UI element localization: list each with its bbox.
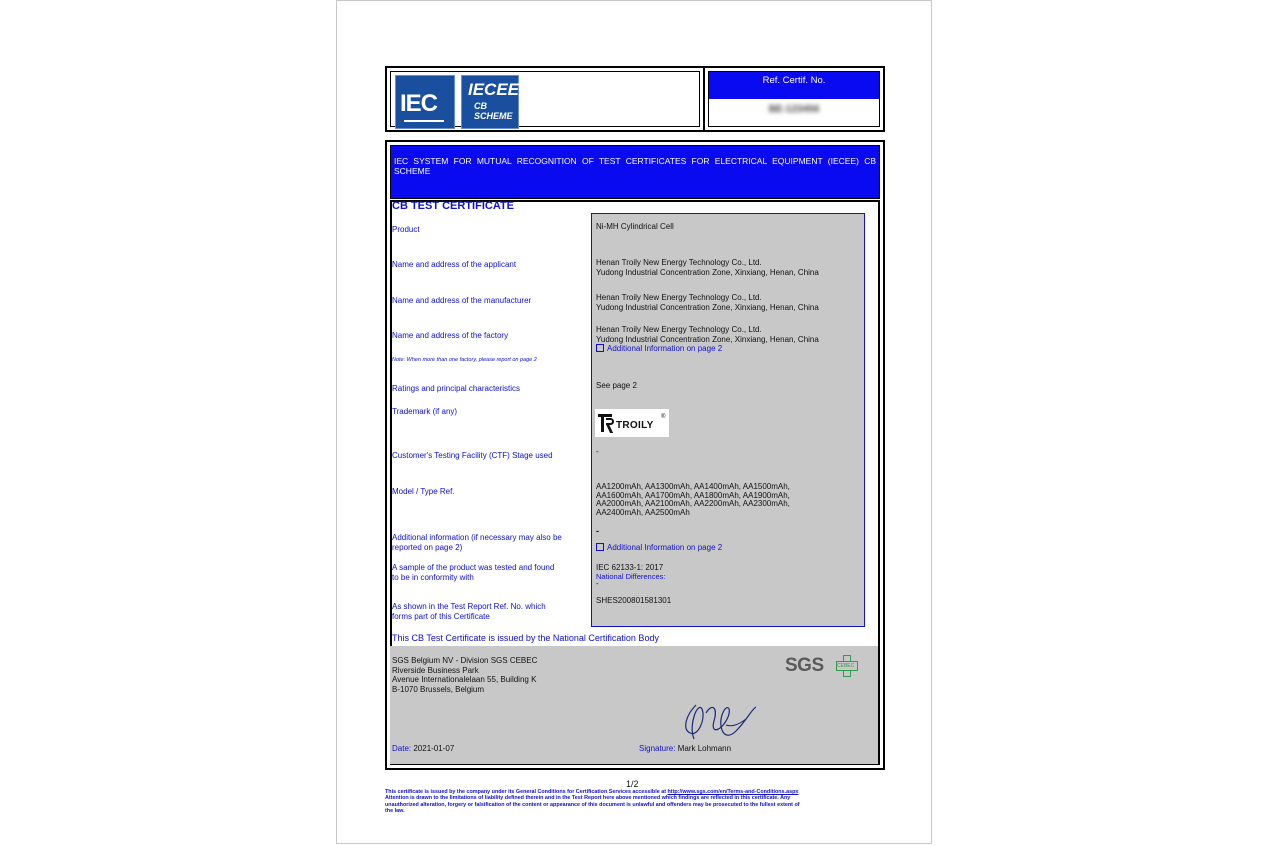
additional-info-link-2: Additional Information on page 2 (607, 543, 723, 552)
label-sample (392, 563, 554, 582)
label-sample-line2: to be in conformity with (392, 572, 474, 582)
certificate-title: CB TEST CERTIFICATE (392, 200, 515, 212)
label-report-line2: forms part of this Certificate (392, 611, 490, 621)
page-number: 1/2 (626, 779, 639, 789)
footer-line1-text: This certificate is issued by the company under its General Conditions for Certification Services accessible at (385, 789, 668, 795)
national-differences-label: National Differences: (596, 572, 666, 581)
additional-info-checkbox-1[interactable] (596, 344, 722, 354)
label-report-line1: As shown in the Test Report Ref. No. which (392, 602, 546, 611)
label-model: Model / Type Ref. (392, 487, 455, 496)
footer-line3: unauthorized alteration, forgery or falsification of the content or appearance of this document is unlawful and offenders may be prosecuted to the fullest extent of (385, 801, 800, 808)
value-applicant-address: Yudong Industrial Concentration Zone, Xinxiang, Henan, China (596, 267, 819, 277)
system-title-band (390, 145, 880, 199)
value-models-line: AA2400mAh, AA2500mAh (596, 507, 690, 517)
issued-by-statement: This CB Test Certificate is issued by the National Certification Body (392, 633, 659, 643)
troily-trademark-logo (595, 409, 669, 437)
value-ctf: - (596, 447, 599, 456)
label-sample-line1: A sample of the product was tested and found (392, 563, 555, 572)
label-manufacturer: Name and address of the manufacturer (392, 296, 532, 305)
system-title: IEC SYSTEM FOR MUTUAL RECOGNITION OF TEST CERTIFICATES FOR ELECTRICAL EQUIPMENT (IECEE) CB SCHEME (394, 156, 876, 176)
iecee-logo-text: IECEE (468, 80, 520, 99)
cebec-logo-text: CEBEC (837, 663, 855, 669)
label-product: Product (392, 225, 420, 234)
iecee-cb-scheme-logo (461, 75, 519, 129)
value-models-line: AA2000mAh, AA2100mAh, AA2200mAh, AA2300mAh, (596, 499, 790, 508)
label-factory: Name and address of the factory (392, 331, 509, 340)
ref-certif-number: BE-123456 (768, 104, 820, 115)
value-applicant (596, 258, 819, 277)
signature-field (639, 744, 731, 754)
value-manufacturer (596, 293, 819, 312)
ref-certif-label: Ref. Certif. No. (762, 75, 826, 86)
value-models-line: AA1600mAh, AA1700mAh, AA1800mAh, AA1900mAh, (596, 490, 790, 500)
label-note: Note: When more than one factory, please report on page 2 (392, 357, 537, 363)
ncb-address-line4: B-1070 Brussels, Belgium (392, 684, 485, 694)
date-value: 2021-01-07 (413, 744, 455, 753)
value-report-number: SHES200801581301 (596, 596, 672, 605)
iec-logo (395, 75, 455, 129)
iecee-logo-sub (474, 101, 513, 121)
label-ratings: Ratings and principal characteristics (392, 384, 521, 393)
label-report (392, 602, 546, 621)
value-additional: - (596, 526, 599, 536)
additional-info-checkbox-2[interactable] (596, 543, 722, 553)
signature-name: Mark Lohmann (677, 744, 732, 753)
footer-line4: the law. (385, 808, 405, 815)
ncb-address-line1: SGS Belgium NV - Division SGS CEBEC (392, 656, 538, 665)
sgs-logo: SGS (785, 655, 824, 676)
footer-line2: Attention is drawn to the limitations of liability defined therein and in the Test Report here above mentioned which findings are reflected in this certificate. Any (385, 795, 791, 802)
signature-label: Signature: (639, 744, 676, 753)
checkbox-icon[interactable] (596, 543, 604, 551)
label-applicant: Name and address of the applicant (392, 260, 517, 269)
cebec-logo (836, 655, 858, 677)
value-national-differences: - (596, 579, 599, 588)
value-manufacturer-company: Henan Troily New Energy Technology Co., Ltd. (596, 293, 762, 302)
iec-logo-text: IEC (400, 90, 438, 117)
value-factory-company: Henan Troily New Energy Technology Co., Ltd. (596, 325, 762, 334)
ncb-address (392, 656, 537, 694)
label-ctf: Customer's Testing Facility (CTF) Stage used (392, 451, 553, 460)
legal-footer (385, 789, 885, 815)
label-trademark: Trademark (if any) (392, 407, 458, 416)
value-standard: IEC 62133-1: 2017 (596, 563, 664, 572)
value-product: Ni-MH Cylindrical Cell (596, 222, 674, 231)
date-label: Date: (392, 744, 412, 753)
ncb-address-line3: Avenue Internationalelaan 55, Building K (392, 675, 537, 684)
label-additional-line2: reported on page 2) (392, 542, 463, 552)
checkbox-icon[interactable] (596, 344, 604, 352)
iecee-logo-sub1: CB (474, 101, 487, 111)
terms-conditions-link[interactable]: http://www.sgs.com/en/Terms-and-Conditions.aspx (667, 789, 799, 795)
troily-emblem-icon (598, 414, 614, 432)
value-factory (596, 325, 819, 344)
value-manufacturer-address: Yudong Industrial Concentration Zone, Xinxiang, Henan, China (596, 302, 819, 312)
label-additional-line1: Additional information (if necessary may also be (392, 533, 562, 542)
value-models (596, 483, 790, 517)
label-additional (392, 533, 582, 552)
ncb-address-line2: Riverside Business Park (392, 665, 479, 675)
registered-mark-icon: ® (661, 414, 666, 420)
signature-image (676, 695, 762, 747)
iecee-logo-sub2: SCHEME (474, 111, 513, 121)
value-factory-address: Yudong Industrial Concentration Zone, Xinxiang, Henan, China (596, 334, 819, 344)
ref-certif-box (703, 66, 885, 132)
value-ratings: See page 2 (596, 381, 637, 390)
additional-info-link-1: Additional Information on page 2 (607, 344, 723, 353)
header-logo-box (385, 66, 705, 132)
troily-logo-text: TROILY (616, 420, 654, 431)
date-field (392, 744, 454, 754)
value-applicant-company: Henan Troily New Energy Technology Co., Ltd. (596, 258, 762, 267)
value-models-line: AA1200mAh, AA1300mAh, AA1400mAh, AA1500mAh, (596, 482, 790, 491)
